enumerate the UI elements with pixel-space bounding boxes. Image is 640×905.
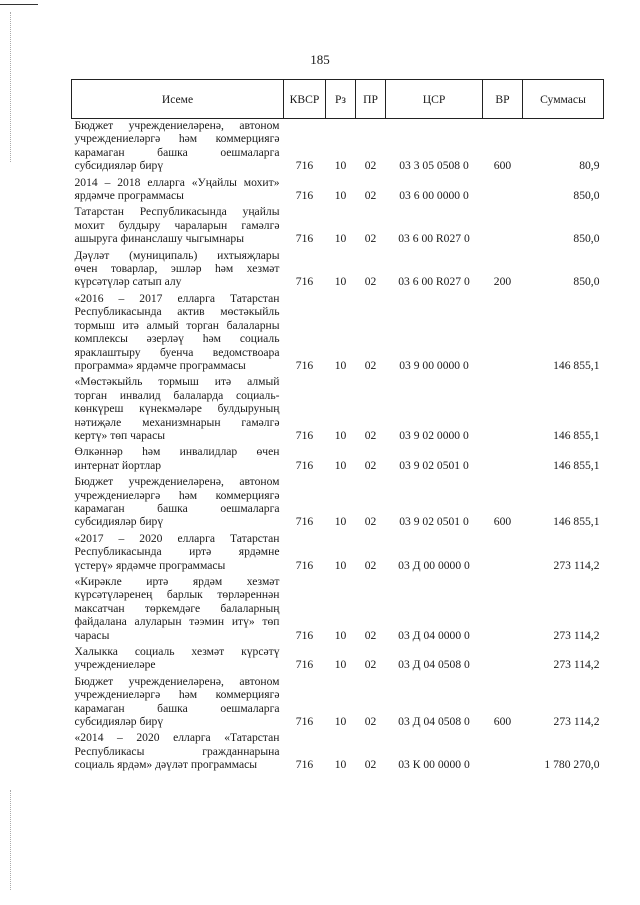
row-name — [72, 375, 284, 445]
table-row — [72, 119, 604, 176]
row-name-line: Татарстан Республикасында уңайлы — [74, 205, 280, 219]
row-name-line: максатчан төркемдәге балаларның — [74, 601, 280, 615]
row-kvsr: 716 — [295, 232, 314, 246]
row-kvsr: 716 — [295, 428, 314, 442]
row-pr: 02 — [364, 658, 377, 672]
col-header-name: Исеме — [72, 80, 284, 119]
row-name-line: социаль ярдәм» дәүләт программасы — [74, 758, 258, 772]
row-csr: 03 К 00 0000 0 — [398, 758, 470, 772]
row-pr: 02 — [364, 515, 377, 529]
table-row — [72, 176, 604, 206]
row-name — [72, 249, 284, 292]
row-rz: 10 — [334, 628, 347, 642]
row-name — [72, 731, 284, 774]
row-kvsr: 716 — [295, 189, 314, 203]
row-pr: 02 — [364, 358, 377, 372]
table-header — [72, 80, 604, 119]
row-name-line: нәтиҗәле механизмнарын гамәлгә — [74, 415, 280, 429]
row-name-line: мохит булдыру чараларын гамәлгә — [74, 218, 280, 232]
row-kvsr: 716 — [295, 515, 314, 529]
row-name-line: файдалана алуларын тәэмин итү» төп — [74, 615, 280, 629]
row-name-line: карамаган башка оешмаларга — [74, 145, 280, 159]
row-pr: 02 — [364, 275, 377, 289]
row-sum: 850,0 — [573, 189, 600, 203]
row-name-line: ярдәмче программасы — [74, 189, 184, 203]
row-csr: 03 6 00 R027 0 — [398, 232, 470, 246]
row-name — [72, 176, 284, 206]
row-vr — [483, 645, 523, 675]
row-sum: 1 780 270,0 — [544, 758, 600, 772]
row-sum: 850,0 — [573, 275, 600, 289]
row-kvsr: 716 — [295, 558, 314, 572]
row-name-line: субсидияләр бирү — [74, 715, 164, 729]
row-pr: 02 — [364, 232, 377, 246]
row-vr: 600 — [493, 515, 512, 529]
row-name-line: кертү» төп чарасы — [74, 428, 166, 442]
row-name-line: «Кирәкле иртә ярдәм хезмәт — [74, 575, 280, 588]
row-kvsr: 716 — [295, 758, 314, 772]
row-sum: 850,0 — [573, 232, 600, 246]
row-name-line: Бюджет учреждениеләренә, автоном — [74, 119, 280, 132]
row-name — [72, 205, 284, 248]
row-rz: 10 — [334, 715, 347, 729]
row-vr — [483, 375, 523, 445]
row-vr — [483, 445, 523, 475]
table-row — [72, 575, 604, 645]
row-pr: 02 — [364, 159, 377, 173]
row-csr: 03 6 00 0000 0 — [399, 189, 469, 203]
row-kvsr: 716 — [295, 658, 314, 672]
table-row — [72, 205, 604, 248]
col-header-sum: Суммасы — [523, 80, 604, 119]
row-csr: 03 Д 04 0508 0 — [398, 658, 470, 672]
row-csr: 03 Д 04 0000 0 — [398, 628, 470, 642]
row-rz: 10 — [334, 458, 347, 472]
row-rz: 10 — [334, 515, 347, 529]
row-rz: 10 — [334, 232, 347, 246]
row-name-line: учреждениеләргә һәм коммерциягә — [74, 488, 280, 502]
row-name-line: ашыруга финанслашу чыгымнары — [74, 232, 245, 246]
table-row — [72, 249, 604, 292]
margin-dots-lower — [10, 790, 12, 890]
page-number: 185 — [310, 52, 330, 67]
row-name-line: үстерү» ярдәмче программасы — [74, 558, 226, 572]
row-csr: 03 3 05 0508 0 — [399, 159, 469, 173]
row-name-line: субсидияләр бирү — [74, 159, 164, 173]
row-pr: 02 — [364, 428, 377, 442]
col-header-vr: ВР — [483, 80, 523, 119]
row-sum: 273 114,2 — [553, 658, 600, 672]
row-kvsr: 716 — [295, 628, 314, 642]
budget-table — [71, 79, 604, 775]
top-rule — [0, 4, 38, 5]
table-row — [72, 675, 604, 732]
table-row — [72, 731, 604, 774]
row-name-line: комплексы әзерләү һәм социаль — [74, 332, 280, 346]
row-sum: 146 855,1 — [553, 428, 600, 442]
row-kvsr: 716 — [295, 358, 314, 372]
row-vr: 600 — [493, 159, 512, 173]
row-name-line: программа» ярдәмче программасы — [74, 358, 246, 372]
row-vr: 200 — [493, 275, 512, 289]
row-rz: 10 — [334, 758, 347, 772]
margin-dots-upper — [10, 12, 12, 162]
row-name-line: 2014 – 2018 елларга «Уңайлы мохит» — [74, 175, 280, 189]
row-kvsr: 716 — [295, 458, 314, 472]
row-sum: 80,9 — [579, 159, 600, 173]
row-csr: 03 9 02 0501 0 — [399, 515, 469, 529]
row-name-line: чарасы — [74, 628, 110, 642]
row-name-line: Бюджет учреждениеләренә, автоном — [74, 475, 280, 489]
row-vr — [483, 292, 523, 375]
row-vr — [483, 575, 523, 645]
row-rz: 10 — [334, 658, 347, 672]
table-row — [72, 445, 604, 475]
row-name-line: яраклаштыру буенча ведомствоара — [74, 345, 280, 359]
row-name-line: карамаган башка оешмаларга — [74, 701, 280, 715]
row-name-line: күрсәтүләренең барлык төрләреннән — [74, 588, 280, 602]
row-sum: 146 855,1 — [553, 358, 600, 372]
row-sum: 273 114,2 — [553, 628, 600, 642]
row-name-line: учреждениеләргә һәм коммерциягә — [74, 688, 280, 702]
row-name — [72, 119, 284, 176]
row-kvsr: 716 — [295, 159, 314, 173]
row-pr: 02 — [364, 558, 377, 572]
row-name-line: интернат йортлар — [74, 458, 162, 472]
col-header-csr: ЦСР — [386, 80, 483, 119]
row-name — [72, 475, 284, 532]
table-row — [72, 532, 604, 575]
table-row — [72, 375, 604, 445]
row-name-line: Бюджет учреждениеләренә, автоном — [74, 674, 280, 688]
row-kvsr: 716 — [295, 275, 314, 289]
row-pr: 02 — [364, 458, 377, 472]
row-name-line: Республикасында иртә ярдәмне — [74, 545, 280, 559]
row-name-line: «Мөстәкыйль тормыш итә алмый — [74, 375, 280, 389]
row-name-line: тормыш итә алмый торган балаларны — [74, 318, 280, 332]
row-vr — [483, 532, 523, 575]
row-name — [72, 445, 284, 475]
row-name — [72, 675, 284, 732]
row-name-line: «2016 – 2017 елларга Татарстан — [74, 291, 280, 305]
row-csr: 03 9 02 0000 0 — [399, 428, 469, 442]
row-name-line: торган инвалид балаларда социаль- — [74, 388, 280, 402]
row-name-line: Республикасы гражданнарына — [74, 744, 280, 758]
row-rz: 10 — [334, 275, 347, 289]
table-row — [72, 475, 604, 532]
row-csr: 03 6 00 R027 0 — [398, 275, 470, 289]
row-name — [72, 532, 284, 575]
row-rz: 10 — [334, 358, 347, 372]
row-name — [72, 645, 284, 675]
row-csr: 03 9 02 0501 0 — [399, 458, 469, 472]
row-name-line: «2017 – 2020 елларга Татарстан — [74, 531, 280, 545]
row-name-line: «2014 – 2020 елларга «Татарстан — [74, 731, 280, 745]
row-rz: 10 — [334, 428, 347, 442]
row-csr: 03 Д 04 0508 0 — [398, 715, 470, 729]
row-name-line: субсидияләр бирү — [74, 515, 164, 529]
row-csr: 03 Д 00 0000 0 — [398, 558, 470, 572]
row-rz: 10 — [334, 558, 347, 572]
row-pr: 02 — [364, 715, 377, 729]
row-name-line: күрсәтүләр сатып алу — [74, 275, 182, 289]
row-name-line: өчен товарлар, эшләр һәм хезмәт — [74, 262, 280, 276]
table-row — [72, 645, 604, 675]
row-name-line: көнкүреш күнекмәләре булдыруның — [74, 402, 280, 416]
col-header-kvsr: КВСР — [284, 80, 326, 119]
row-name — [72, 575, 284, 645]
row-sum: 273 114,2 — [553, 715, 600, 729]
row-vr: 600 — [493, 715, 512, 729]
row-name-line: учреждениеләре — [74, 658, 156, 672]
row-name-line: Республикасында актив мөстәкыйль — [74, 305, 280, 319]
table-row — [72, 292, 604, 375]
col-header-pr: ПР — [356, 80, 386, 119]
col-header-rz: Рз — [326, 80, 356, 119]
row-pr: 02 — [364, 758, 377, 772]
row-name-line: Халыкка социаль хезмәт күрсәтү — [74, 645, 280, 659]
row-name — [72, 292, 284, 375]
row-name-line: карамаган башка оешмаларга — [74, 501, 280, 515]
row-sum: 146 855,1 — [553, 458, 600, 472]
row-vr — [483, 731, 523, 774]
row-pr: 02 — [364, 189, 377, 203]
row-sum: 146 855,1 — [553, 515, 600, 529]
row-vr — [483, 176, 523, 206]
row-name-line: Дәүләт (муниципаль) ихтыяҗлары — [74, 248, 280, 262]
row-kvsr: 716 — [295, 715, 314, 729]
row-csr: 03 9 00 0000 0 — [399, 358, 469, 372]
row-vr — [483, 205, 523, 248]
row-name-line: учреждениеләргә һәм коммерциягә — [74, 132, 280, 146]
row-pr: 02 — [364, 628, 377, 642]
row-name-line: Өлкәннәр һәм инвалидлар өчен — [74, 445, 280, 459]
row-rz: 10 — [334, 189, 347, 203]
row-sum: 273 114,2 — [553, 558, 600, 572]
row-rz: 10 — [334, 159, 347, 173]
